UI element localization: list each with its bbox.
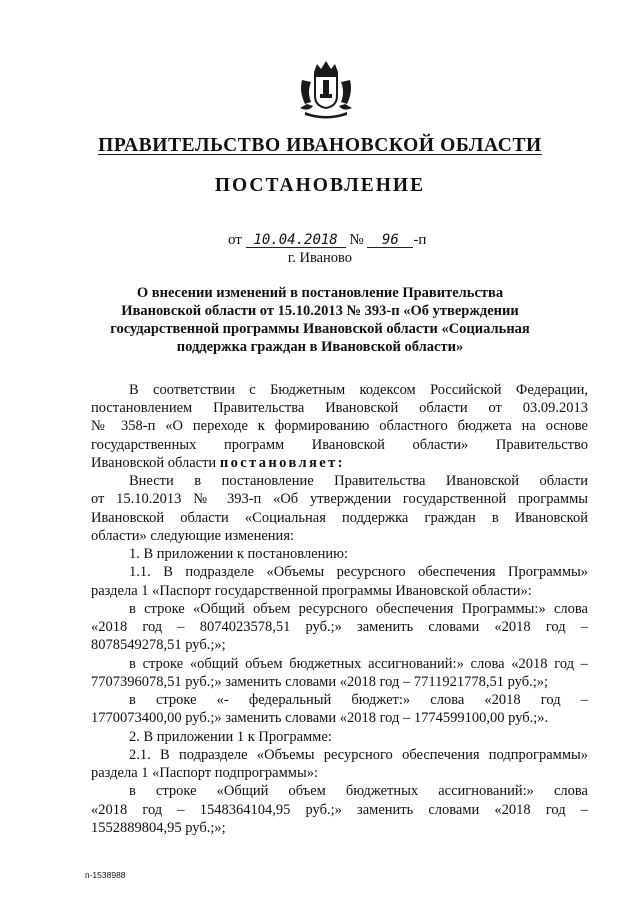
decree-prefix: Ивановской области [91,455,217,471]
subject-line: Ивановской области от 15.10.2013 № 393-п «Об утверждении [121,303,519,319]
city: г. Иваново [287,250,353,266]
body-line: в строке «Общий объем бюджетных ассигнований:» слова [129,783,588,799]
item-1: 1. В приложении к постановлению: [129,546,349,562]
body-line: в строке «- федеральный бюджет:» слова «2018 год – [129,692,588,708]
body-line: в строке «общий объем бюджетных ассигнований:» слова «2018 год – [129,656,588,672]
body-line: раздела 1 «Паспорт государственной программы Ивановской области»: [91,583,532,599]
date-prefix: от [228,232,242,248]
body-line: государственных программ Ивановской области» Правительство [91,437,588,453]
body-line: раздела 1 «Паспорт подпрограммы»: [91,765,318,781]
body-line: 7707396078,51 руб.;» заменить словами «2018 год – 7711921778,51 руб.;»; [91,674,549,690]
body-line: № 358-п «О переходе к формированию областного бюджета на основе [91,418,588,434]
number-suffix: -п [413,232,427,248]
body-line: области» следующие изменения: [91,528,295,544]
decree-keyword: постановляет: [219,455,345,471]
body-line: Ивановской области «Социальная поддержка граждан в Ивановской [91,510,588,526]
document-type: ПОСТАНОВЛЕНИЕ [214,175,426,196]
body-line: в строке «Общий объем ресурсного обеспечения Программы:» слова [129,601,588,617]
body-line: 8078549278,51 руб.;»; [91,637,226,653]
ivanovo-coat-of-arms-icon [297,58,355,120]
item-2-1: 2.1. В подразделе «Объемы ресурсного обеспечения подпрограммы» [129,747,588,763]
document-subject [95,284,545,356]
number-sign: № [349,232,364,248]
date-number-line [228,232,426,249]
document-code: п-1538988 [85,870,126,880]
organization-title: ПРАВИТЕЛЬСТВО ИВАНОВСКОЙ ОБЛАСТИ [98,135,542,156]
body-line: от 15.10.2013 № 393-п «Об утверждении государственной программы [91,491,588,507]
body-line: «2018 год – 1548364104,95 руб.;» заменить словами «2018 год – [91,802,588,818]
body-line: 1552889804,95 руб.;»; [91,820,226,836]
date-value: 10.04.2018 [246,233,346,248]
subject-line: поддержка граждан в Ивановской области» [176,339,464,355]
item-1-1: 1.1. В подразделе «Объемы ресурсного обеспечения Программы» [129,564,588,580]
body-line-decree [91,454,345,473]
subject-line: О внесении изменений в постановление Правительства [136,285,504,301]
body-line: В соответствии с Бюджетным кодексом Российской Федерации, [129,382,588,398]
subject-line: государственной программы Ивановской области «Социальная [110,321,530,337]
body-line: Внести в постановление Правительства Ивановской области [129,473,588,489]
item-2: 2. В приложении 1 к Программе: [129,729,332,745]
body-line: 1770073400,00 руб.;» заменить словами «2018 год – 1774599100,00 руб.;». [91,710,549,726]
body-line: постановлением Правительства Ивановской области от 03.09.2013 [91,400,588,416]
body-line: «2018 год – 8074023578,51 руб.;» заменить словами «2018 год – [91,619,588,635]
number-value: 96 [367,233,413,248]
